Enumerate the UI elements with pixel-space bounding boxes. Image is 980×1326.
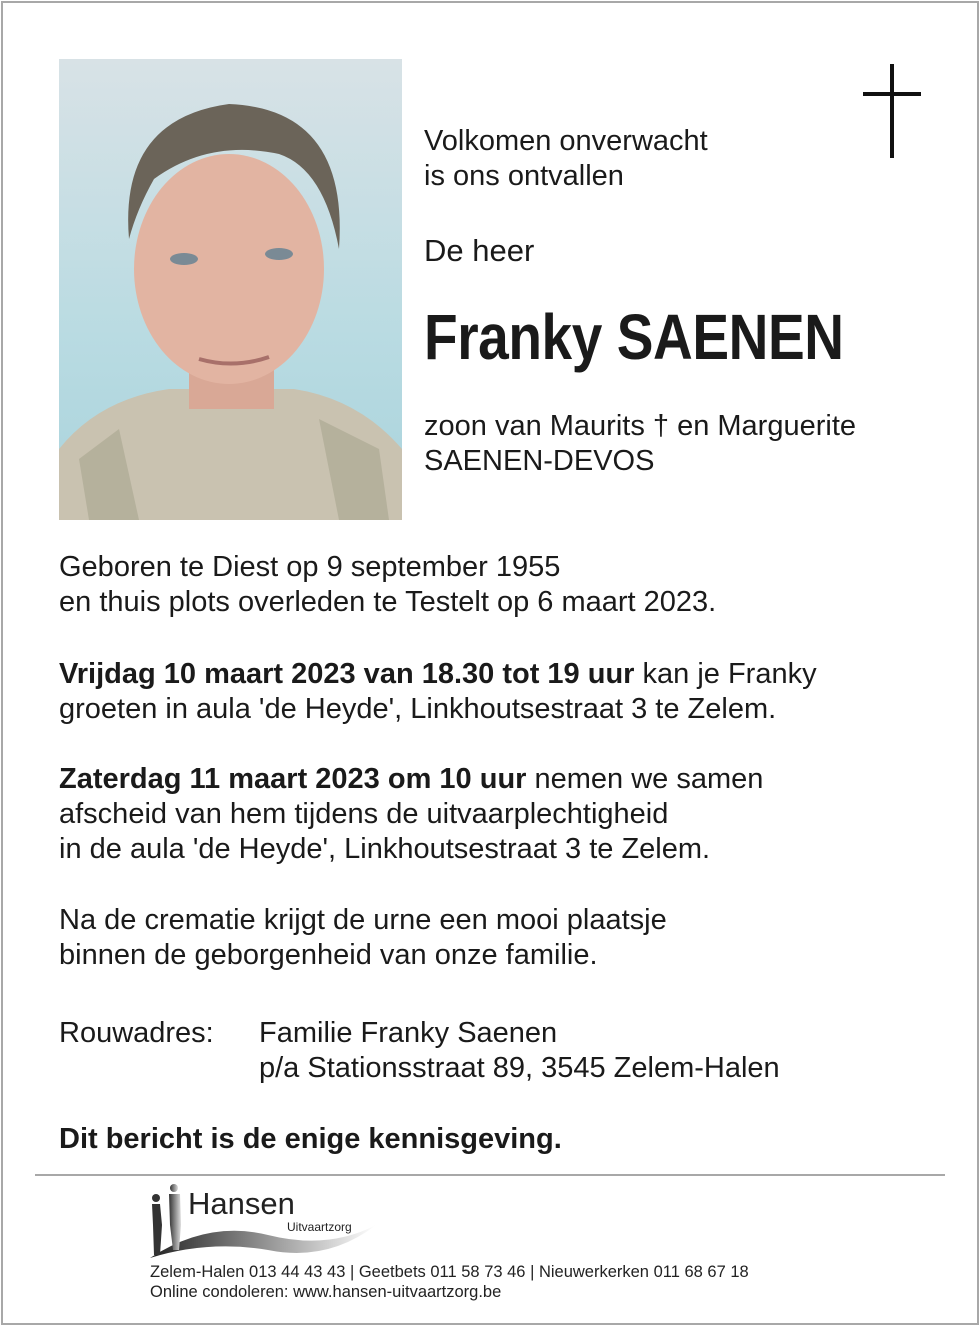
intro-line-1: Volkomen onverwacht	[424, 125, 708, 157]
visitation-text: kan je Franky	[634, 658, 817, 690]
logo-name: Hansen	[188, 1186, 295, 1221]
funeral-line-3: in de aula 'de Heyde', Linkhoutsestraat 3 te Zelem.	[59, 833, 711, 865]
honorific: De heer	[424, 233, 535, 268]
deceased-name: Franky SAENEN	[424, 301, 844, 373]
address-line-1: Familie Franky Saenen	[259, 1017, 558, 1049]
visitation-date: Vrijdag 10 maart 2023 van 18.30 tot 19 uur	[59, 658, 635, 690]
death-line: en thuis plots overleden te Testelt op 6 maart 2023.	[59, 586, 717, 618]
address-label: Rouwadres:	[59, 1017, 214, 1049]
funeral-date: Zaterdag 11 maart 2023 om 10 uur	[59, 763, 527, 795]
cremation-line-1: Na de crematie krijgt de urne een mooi plaatsje	[59, 904, 667, 936]
visitation-line-2: groeten in aula 'de Heyde', Linkhoutsestraat 3 te Zelem.	[59, 693, 777, 725]
intro-line-2: is ons ontvallen	[424, 160, 624, 192]
divider	[35, 1174, 945, 1176]
portrait-photo	[59, 59, 402, 520]
funeral-line-1	[59, 762, 763, 797]
funeral-text: nemen we samen	[526, 763, 764, 795]
parents-line-1: zoon van Maurits † en Marguerite	[424, 410, 856, 442]
address-line-2: p/a Stationsstraat 89, 3545 Zelem-Halen	[259, 1052, 780, 1084]
cross-icon	[863, 64, 921, 158]
notice: Dit bericht is de enige kennisgeving.	[59, 1123, 562, 1155]
cremation-line-2: binnen de geborgenheid van onze familie.	[59, 939, 598, 971]
funeral-line-2: afscheid van hem tijdens de uitvaarplechtigheid	[59, 798, 669, 830]
footer-online-link[interactable]: Online condoleren: www.hansen-uitvaartzorg.be	[150, 1283, 502, 1301]
parents-line-2: SAENEN-DEVOS	[424, 445, 655, 477]
birth-line: Geboren te Diest op 9 september 1955	[59, 551, 561, 583]
visitation-line-1	[59, 657, 817, 692]
logo-subtitle: Uitvaartzorg	[287, 1220, 352, 1234]
footer-contacts: Zelem-Halen 013 44 43 43 | Geetbets 011 58 73 46 | Nieuwerkerken 011 68 67 18	[150, 1263, 749, 1281]
